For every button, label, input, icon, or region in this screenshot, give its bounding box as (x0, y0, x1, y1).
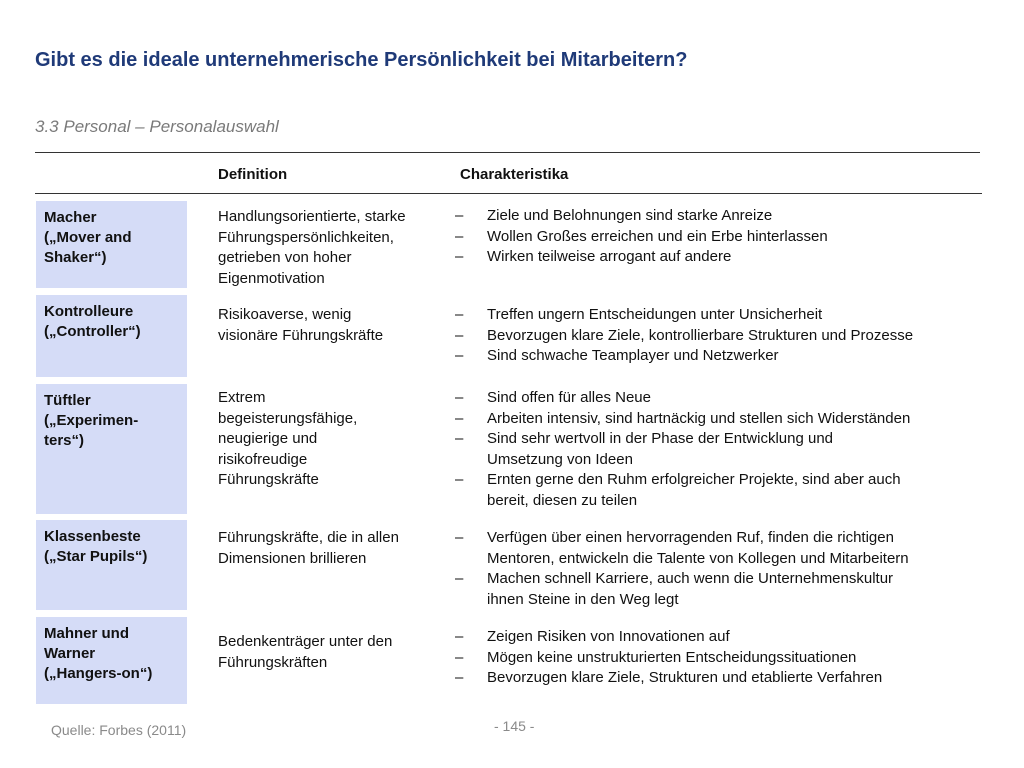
definition-line: Führungskräften (218, 653, 328, 671)
definition-cell (218, 528, 438, 569)
characteristic-item (455, 668, 985, 689)
characteristics-list (455, 627, 985, 689)
definition-line: begeisterungsfähige, (218, 409, 358, 427)
characteristic-item (455, 388, 985, 409)
characteristic-line: Sind schwache Teamplayer und Netzwerker (487, 347, 779, 364)
characteristic-line: Bevorzugen klare Ziele, Strukturen und etablierte Verfahren (487, 669, 883, 686)
bullet-dash: – (455, 628, 464, 645)
column-header-characteristics: Charakteristika (460, 166, 569, 183)
characteristic-line: Ernten gerne den Ruhm erfolgreicher Projekte, sind aber auch (487, 471, 901, 488)
type-label-line: („Controller“) (44, 323, 141, 340)
characteristic-line: Verfügen über einen hervorragenden Ruf, finden die richtigen (487, 529, 894, 546)
slide-subtitle: 3.3 Personal – Personalauswahl (35, 117, 279, 136)
characteristic-item (455, 247, 985, 268)
type-label-line: Klassenbeste (44, 528, 141, 545)
definition-cell (218, 207, 438, 289)
column-header-definition: Definition (218, 166, 288, 183)
definition-line: Risikoaverse, wenig (218, 306, 352, 323)
bullet-dash: – (455, 248, 464, 265)
bullet-dash: – (455, 570, 464, 587)
characteristic-line: Bevorzugen klare Ziele, kontrollierbare Strukturen und Prozesse (487, 326, 914, 344)
characteristics-list (455, 528, 985, 610)
characteristic-line: ihnen Steine in den Weg legt (487, 590, 679, 608)
type-label-box (36, 384, 187, 514)
characteristic-item (455, 528, 985, 569)
characteristic-line: Sind offen für alles Neue (487, 389, 651, 406)
definition-line: Handlungsorientierte, starke (218, 208, 406, 225)
type-label-line: („Hangers-on“) (44, 665, 153, 682)
type-label-line: Warner (44, 645, 96, 662)
characteristic-line: Mentoren, entwickeln die Talente von Kollegen und Mitarbeitern (487, 549, 909, 567)
source-note: Quelle: Forbes (2011) (51, 722, 187, 738)
definition-cell (218, 632, 438, 673)
definition-line: getrieben von hoher (218, 249, 352, 266)
definition-line: neugierige und (218, 430, 318, 447)
bullet-dash: – (455, 529, 464, 546)
characteristics-list (455, 305, 985, 367)
definition-line: risikofreudige (218, 450, 308, 468)
bullet-dash: – (455, 227, 464, 245)
definition-line: Extrem (218, 389, 266, 406)
bullet-dash: – (455, 430, 464, 447)
top-divider (35, 152, 980, 153)
characteristic-item (455, 569, 985, 610)
page-number: - 145 - (494, 718, 535, 734)
bullet-dash: – (455, 648, 464, 666)
type-label-box (36, 617, 187, 704)
bullet-dash: – (455, 207, 464, 224)
definition-line: Dimensionen brillieren (218, 549, 367, 567)
type-label-line: Tüftler (44, 392, 91, 409)
definition-cell (218, 388, 438, 491)
characteristic-line: Wollen Großes erreichen und ein Erbe hinterlassen (487, 227, 828, 245)
definition-line: Bedenkenträger unter den (218, 633, 393, 650)
characteristic-item (455, 470, 985, 511)
definition-cell (218, 305, 438, 346)
definition-line: Eigenmotivation (218, 269, 325, 287)
characteristic-line: Machen schnell Karriere, auch wenn die Unternehmenskultur (487, 570, 894, 587)
type-label-line: ters“) (44, 432, 85, 449)
characteristic-line: Mögen keine unstrukturierten Entscheidungssituationen (487, 648, 857, 666)
bullet-dash: – (455, 326, 464, 344)
characteristic-item (455, 206, 985, 227)
type-label-box (36, 520, 187, 610)
characteristic-line: Ziele und Belohnungen sind starke Anreize (487, 207, 773, 224)
bullet-dash: – (455, 389, 464, 406)
type-label-line: („Mover and (44, 229, 132, 246)
characteristic-item (455, 305, 985, 326)
type-label-line: („Experimen- (44, 412, 139, 429)
definition-line: visionäre Führungskräfte (218, 326, 384, 344)
characteristic-line: Umsetzung von Ideen (487, 450, 633, 468)
type-label-box (36, 201, 187, 288)
definition-line: Führungskräfte (218, 471, 319, 488)
characteristic-item (455, 346, 985, 367)
bullet-dash: – (455, 409, 464, 427)
type-label-line: Shaker“) (44, 249, 107, 266)
characteristic-line: Zeigen Risiken von Innovationen auf (487, 628, 730, 645)
characteristic-line: bereit, diesen zu teilen (487, 491, 638, 509)
characteristic-line: Sind sehr wertvoll in der Phase der Entwicklung und (487, 430, 834, 447)
bullet-dash: – (455, 471, 464, 488)
characteristic-item (455, 648, 985, 669)
definition-line: Führungspersönlichkeiten, (218, 228, 394, 246)
characteristic-item (455, 409, 985, 430)
characteristic-line: Wirken teilweise arrogant auf andere (487, 248, 732, 265)
type-label-line: („Star Pupils“) (44, 548, 148, 565)
characteristics-list (455, 206, 985, 268)
type-label-box (36, 295, 187, 377)
type-label-line: Mahner und (44, 625, 129, 642)
characteristics-list (455, 388, 985, 511)
type-label-line: Kontrolleure (44, 303, 134, 320)
header-divider (35, 193, 982, 194)
characteristic-item (455, 627, 985, 648)
bullet-dash: – (455, 347, 464, 364)
type-label-line: Macher (44, 209, 97, 226)
characteristic-item (455, 227, 985, 248)
characteristic-line: Arbeiten intensiv, sind hartnäckig und stellen sich Widerständen (487, 409, 911, 427)
bullet-dash: – (455, 669, 464, 686)
definition-line: Führungskräfte, die in allen (218, 529, 399, 546)
characteristic-line: Treffen ungern Entscheidungen unter Unsicherheit (487, 306, 823, 323)
characteristic-item (455, 326, 985, 347)
slide-title: Gibt es die ideale unternehmerische Persönlichkeit bei Mitarbeitern? (35, 49, 688, 71)
characteristic-item (455, 429, 985, 470)
bullet-dash: – (455, 306, 464, 323)
